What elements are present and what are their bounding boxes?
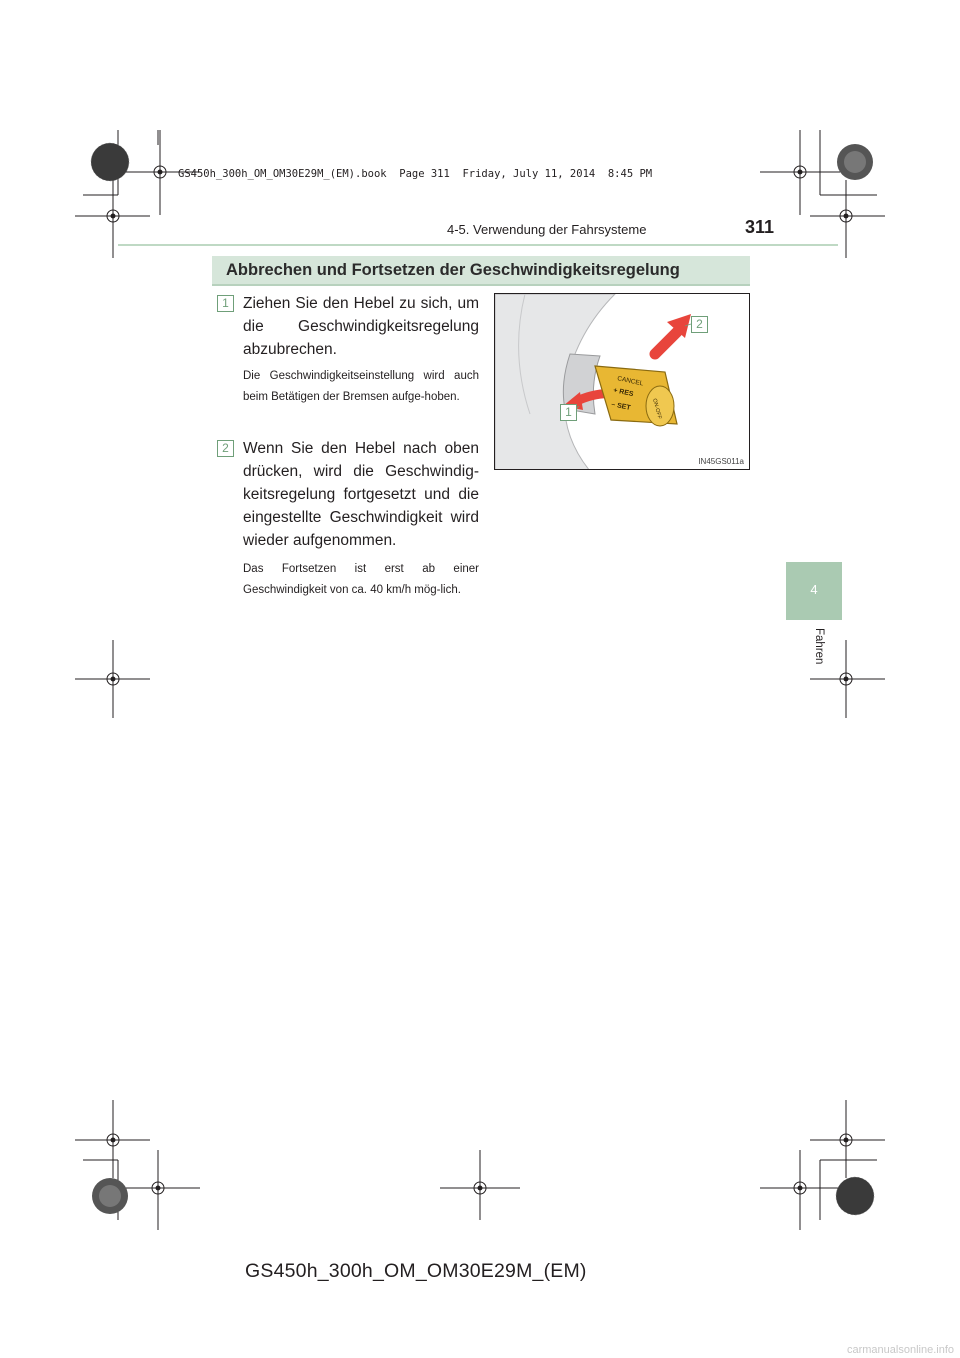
step-2-note: Das Fortsetzen ist erst ab einer Geschwindigkeit von ca. 40 km/h mög-lich. <box>243 563 479 596</box>
step-1-note: Die Geschwindigkeitseinstellung wird auch beim Betätigen der Bremsen aufge-hoben. <box>243 370 479 403</box>
step-2-badge: 2 <box>217 440 234 457</box>
page-number: 311 <box>745 217 775 237</box>
figure-code: IN45GS011a <box>698 457 744 466</box>
lever-label-set: – SET <box>610 401 632 413</box>
lever-illustration <box>495 294 750 470</box>
lever-label-cancel: CANCEL <box>616 375 644 388</box>
header-section-title: 4-5. Verwendung der Fahrsysteme <box>447 222 647 237</box>
print-stamp: GS450h_300h_OM_OM30E29M_(EM).book Page 311 Friday, July 11, 2014 8:45 PM <box>178 168 653 180</box>
chapter-tab[interactable] <box>786 562 842 620</box>
watermark: carmanualsonline.info <box>846 1344 954 1356</box>
step-2-text: Wenn Sie den Hebel nach oben drücken, wird die Geschwindig-keitsregelung fortgesetzt und die eingestellte Geschwindigkeit wird wieder aufgenommen. <box>243 440 479 549</box>
section-title: Abbrechen und Fortsetzen der Geschwindigkeitsregelung <box>226 261 680 279</box>
header-rule <box>118 244 838 246</box>
section-header <box>212 256 750 286</box>
lever-label-onoff: ON·OFF <box>651 397 663 420</box>
cruise-lever-figure <box>494 293 750 470</box>
chapter-number: 4 <box>810 582 818 597</box>
step-1-badge: 1 <box>217 295 234 312</box>
step-1-text: Ziehen Sie den Hebel zu sich, um die Geschwindigkeitsregelung abzubrechen. <box>243 295 479 358</box>
figure-callout-1: 1 <box>560 404 577 421</box>
footer-doc-code: GS450h_300h_OM_OM30E29M_(EM) <box>245 1260 587 1282</box>
chapter-label: Fahren <box>813 628 825 665</box>
figure-callout-2: 2 <box>691 316 708 333</box>
lever-label-res: + RES <box>612 387 635 399</box>
